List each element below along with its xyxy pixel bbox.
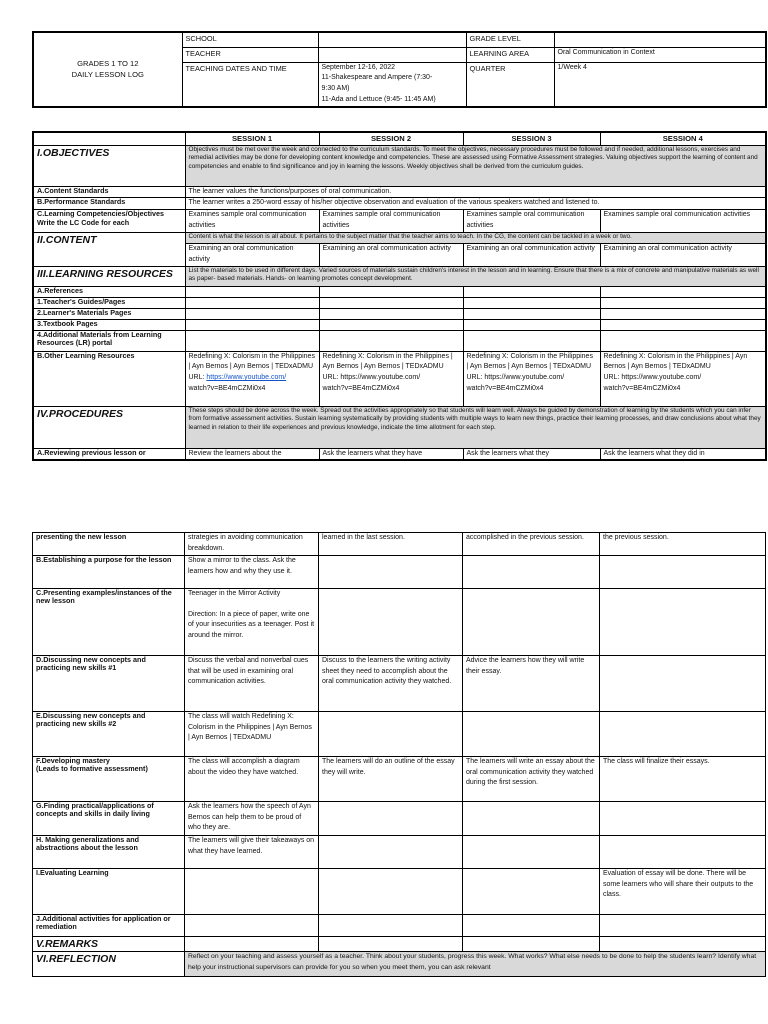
- grade-level-label: GRADE LEVEL: [466, 32, 554, 47]
- procedure-a-label-cont: presenting the new lesson: [33, 533, 185, 556]
- procedure-a-cell: Ask the learners what they have: [319, 448, 463, 460]
- empty-cell: [463, 308, 600, 319]
- empty-cell: [600, 914, 766, 936]
- competencies-label: [33, 210, 185, 233]
- procedure-j-label: J.Additional activities for application or remediation: [33, 914, 185, 936]
- procedure-h-cell: [600, 835, 766, 868]
- empty-cell: [319, 308, 463, 319]
- references-label: A.References: [33, 286, 185, 297]
- empty-cell: [319, 588, 463, 655]
- url-prefix: URL:: [322, 374, 341, 382]
- url-text: https://www.youtube.com/: [621, 374, 702, 382]
- header-blank-cell: [33, 132, 185, 145]
- empty-cell: [185, 936, 319, 952]
- procedures-heading: IV.PROCEDURES: [33, 406, 185, 448]
- procedure-f-cell: The class will accomplish a diagram about the video they have watched.: [185, 756, 319, 801]
- empty-cell: [600, 286, 766, 297]
- header-table: [32, 31, 767, 108]
- procedure-h-label: H. Making generalizations and abstractions about the lesson: [33, 835, 185, 868]
- procedure-i-cell: [463, 868, 600, 914]
- performance-standards-label: B.Performance Standards: [33, 198, 185, 210]
- procedure-a-cell: learned in the last session.: [319, 533, 463, 556]
- procedure-a-cell: Review the learners about the: [185, 448, 319, 460]
- procedure-b-cell: Show a mirror to the class. Ask the learners how and why they use it.: [185, 555, 319, 588]
- empty-cell: [463, 588, 600, 655]
- procedure-b-label: B.Establishing a purpose for the lesson: [33, 555, 185, 588]
- resource-text: Redefining X: Colorism in the Philippines | Ayn Bernos | Ayn Bernos | TEDxADMU: [466, 352, 593, 371]
- procedure-d-cell: [600, 655, 766, 711]
- competency-cell: Examines sample oral communication activities: [600, 210, 766, 233]
- spacer: [188, 600, 315, 610]
- resources-note: List the materials to be used in different days. Varied sources of materials sustain children's interest in the lesson and in learning. Ensure that there is a mix of concrete and manipulative materials as well as paper- based materials. Hands- on learning promotes concept development.: [185, 266, 766, 286]
- grade-level-field[interactable]: [554, 32, 766, 47]
- procedure-f-label-line1: F.Developing mastery: [36, 756, 110, 765]
- empty-cell: [319, 286, 463, 297]
- url-tail: watch?v=BE4mCZMi0x4: [466, 385, 544, 393]
- empty-cell: [463, 297, 600, 308]
- url-tail: watch?v=BE4mCZMi0x4: [188, 385, 266, 393]
- learning-area-field[interactable]: Oral Communication in Context: [554, 47, 766, 62]
- resource-cell-2: [319, 351, 463, 406]
- empty-cell: [319, 936, 463, 952]
- empty-cell: [319, 319, 463, 330]
- procedure-d-label: D.Discussing new concepts and practicing new skills #1: [33, 655, 185, 711]
- url-tail: watch?v=BE4mCZMi0x4: [322, 385, 400, 393]
- form-title: [33, 32, 182, 107]
- lesson-table: [32, 131, 767, 461]
- procedure-c-label: C.Presenting examples/instances of the new lesson: [33, 588, 185, 655]
- procedure-i-cell: [319, 868, 463, 914]
- procedure-d-cell: Discuss the verbal and nonverbal cues that will be used in examining oral communication activities.: [185, 655, 319, 711]
- form-title-line1: GRADES 1 TO 12: [77, 59, 139, 69]
- procedure-c-cell: [185, 588, 319, 655]
- learning-area-label: LEARNING AREA: [466, 47, 554, 62]
- resource-cell-3: [463, 351, 600, 406]
- empty-cell: [185, 297, 319, 308]
- reflection-heading: VI.REFLECTION: [33, 952, 185, 977]
- empty-cell: [463, 914, 600, 936]
- competencies-label-line1: C.Learning Competencies/Objectives: [37, 209, 165, 219]
- procedure-h-cell: [463, 835, 600, 868]
- youtube-link[interactable]: https://www.youtube.com/: [206, 374, 287, 382]
- procedure-e-label: E.Discussing new concepts and practicing new skills #2: [33, 711, 185, 756]
- session-3-header: SESSION 3: [463, 132, 600, 145]
- procedure-d-cell: Discuss to the learners the writing activity sheet they need to accomplish about the oral communication activity they watched.: [319, 655, 463, 711]
- url-prefix: URL:: [188, 374, 207, 382]
- url-prefix: URL:: [603, 374, 622, 382]
- session-2-header: SESSION 2: [319, 132, 463, 145]
- competency-cell: Examines sample oral communication activities: [185, 210, 319, 233]
- activity-direction: Direction: In a piece of paper, write one of your insecurities as a teenager. Post it around the mirror.: [188, 610, 315, 640]
- quarter-label: QUARTER: [466, 62, 554, 107]
- empty-cell: [600, 330, 766, 351]
- competencies-label-line2: Write the LC Code for each: [37, 217, 130, 227]
- procedure-f-label-line2: (Leads to formative assessment): [36, 764, 148, 774]
- content-cell: Examining an oral communication activity: [600, 243, 766, 266]
- url-text: https://www.youtube.com/: [340, 374, 421, 382]
- procedure-i-cell: [185, 868, 319, 914]
- procedures-note: These steps should be done across the week. Spread out the activities appropriately so that students will learn well. Always be guided by demonstration of learning by the students which you can infer from formative assessment activities. Sustain learning systematically by providing students with multiple ways to learn new things, practice their learning processes, and draw conclusions about what they learned in relation to their life experiences and previous knowledge, indicate the time allotment for each step.: [185, 406, 766, 448]
- dates-line: 11-Shakespeare and Ampere (7:30-: [321, 74, 433, 82]
- objectives-note: Objectives must be met over the week and connected to the curriculum standards. To meet the objectives, necessary procedures must be followed and if needed, additional lessons, exercises and remedial activities may be done for developing content knowledge and competencies. These are assessed using Formative Assessment strategies. Valuing objectives support the learning of content and competencies and enable to find significance and joy in learning the lessons. Weekly objectives shall be derived from the curriculum guides.: [185, 145, 766, 186]
- empty-cell: [185, 286, 319, 297]
- empty-cell: [463, 319, 600, 330]
- procedure-i-label: I.Evaluating Learning: [33, 868, 185, 914]
- procedure-e-cell: [319, 711, 463, 756]
- resources-heading: III.LEARNING RESOURCES: [33, 266, 185, 286]
- dates-label: TEACHING DATES AND TIME: [182, 62, 318, 107]
- resource-text: Redefining X: Colorism in the Philippines | Ayn Bernos | Ayn Bernos | TEDxADMU: [603, 352, 748, 371]
- empty-cell: [319, 297, 463, 308]
- procedure-g-cell: [600, 801, 766, 835]
- lesson-table-continued: [32, 532, 766, 977]
- procedure-g-cell: [463, 801, 600, 835]
- empty-cell: [185, 319, 319, 330]
- procedure-e-cell: The class will watch Redefining X: Colorism in the Philippines | Ayn Bernos | Ayn Bernos | TEDxADMU: [185, 711, 319, 756]
- empty-cell: [463, 936, 600, 952]
- textbook-label: 3.Textbook Pages: [33, 319, 185, 330]
- procedure-b-cell: [600, 555, 766, 588]
- content-cell: Examining an oral communication activity: [185, 243, 319, 266]
- empty-cell: [319, 914, 463, 936]
- procedure-f-cell: The class will finalize their essays.: [600, 756, 766, 801]
- resource-cell-1: [185, 351, 319, 406]
- school-field[interactable]: [318, 32, 466, 47]
- activity-title: Teenager in the Mirror Activity: [188, 589, 281, 597]
- empty-cell: [600, 588, 766, 655]
- procedure-a-cell: strategies in avoiding communication breakdown.: [185, 533, 319, 556]
- procedure-i-cell: Evaluation of essay will be done. There will be some learners who will share their outputs to the class.: [600, 868, 766, 914]
- reflection-note: Reflect on your teaching and assess yourself as a teacher. Think about your students, progress this week. What works? What else needs to be done to help the students learn? Identify what help your instructional supervisors can provide for you so when you meet them, you can ask relevant: [185, 952, 766, 977]
- url-text: https://www.youtube.com/: [484, 374, 565, 382]
- procedure-h-cell: The learners will give their takeaways on what they have learned.: [185, 835, 319, 868]
- dates-field[interactable]: [318, 62, 466, 107]
- remarks-heading: V.REMARKS: [33, 936, 185, 952]
- other-resources-label: B.Other Learning Resources: [33, 351, 185, 406]
- dates-line: September 12-16, 2022: [321, 63, 396, 71]
- procedure-b-cell: [319, 555, 463, 588]
- empty-cell: [600, 936, 766, 952]
- competency-cell: Examines sample oral communication activities: [319, 210, 463, 233]
- content-cell: Examining an oral communication activity: [319, 243, 463, 266]
- empty-cell: [463, 330, 600, 351]
- empty-cell: [185, 330, 319, 351]
- procedure-g-cell: [319, 801, 463, 835]
- procedure-a-cell: the previous session.: [600, 533, 766, 556]
- resource-cell-4: [600, 351, 766, 406]
- procedure-g-cell: Ask the learners how the speech of Ayn Bernos can help them to be proud of who they are.: [185, 801, 319, 835]
- empty-cell: [185, 914, 319, 936]
- content-standards-label: A.Content Standards: [33, 186, 185, 198]
- procedure-b-cell: [463, 555, 600, 588]
- procedure-a-cell: accomplished in the previous session.: [463, 533, 600, 556]
- empty-cell: [319, 330, 463, 351]
- procedure-h-cell: [319, 835, 463, 868]
- resource-text: Redefining X: Colorism in the Philippines | Ayn Bernos | Ayn Bernos | TEDxADMU: [322, 352, 453, 371]
- session-1-header: SESSION 1: [185, 132, 319, 145]
- dates-line: 9:30 AM): [321, 85, 350, 93]
- procedure-e-cell: [463, 711, 600, 756]
- procedure-f-cell: The learners will write an essay about the oral communication activity they watched during the first session.: [463, 756, 600, 801]
- performance-standards-value: The learner writes a 250-word essay of his/her objective observation and evaluation of the various speakers watched and listened to.: [185, 198, 766, 210]
- empty-cell: [600, 297, 766, 308]
- procedure-d-cell: Advice the learners how they will write their essay.: [463, 655, 600, 711]
- teacher-field[interactable]: [318, 47, 466, 62]
- procedure-g-label: G.Finding practical/applications of concepts and skills in daily living: [33, 801, 185, 835]
- empty-cell: [600, 319, 766, 330]
- content-standards-value: The learner values the functions/purposes of oral communication.: [185, 186, 766, 198]
- procedure-f-label: [33, 756, 185, 801]
- empty-cell: [600, 308, 766, 319]
- objectives-heading: I.OBJECTIVES: [33, 145, 185, 186]
- procedure-a-cell: Ask the learners what they did in: [600, 448, 766, 460]
- url-tail: watch?v=BE4mCZMi0x4: [603, 385, 681, 393]
- procedure-a-cell: Ask the learners what they: [463, 448, 600, 460]
- url-prefix: URL:: [466, 374, 485, 382]
- quarter-field[interactable]: 1/Week 4: [554, 62, 766, 107]
- content-heading: II.CONTENT: [33, 232, 185, 266]
- procedure-a-label: A.Reviewing previous lesson or: [33, 448, 185, 460]
- dates-line: 11-Ada and Lettuce (9:45- 11:45 AM): [321, 96, 436, 104]
- procedure-f-cell: The learners will do an outline of the essay they will write.: [319, 756, 463, 801]
- content-cell: Examining an oral communication activity: [463, 243, 600, 266]
- procedure-e-cell: [600, 711, 766, 756]
- empty-cell: [185, 308, 319, 319]
- content-note: Content is what the lesson is all about. It pertains to the subject matter that the teacher aims to teach. In the CG, the content can be tackled in a week or two.: [185, 232, 766, 243]
- school-label: SCHOOL: [182, 32, 318, 47]
- learner-materials-label: 2.Learner's Materials Pages: [33, 308, 185, 319]
- additional-materials-label: 4.Additional Materials from Learning Resources (LR) portal: [33, 330, 185, 351]
- competency-cell: Examines sample oral communication activities: [463, 210, 600, 233]
- session-header-row: [33, 132, 766, 145]
- resource-text: Redefining X: Colorism in the Philippines | Ayn Bernos | Ayn Bernos | TEDxADMU: [188, 352, 315, 371]
- empty-cell: [463, 286, 600, 297]
- teacher-guide-label: 1.Teacher's Guides/Pages: [33, 297, 185, 308]
- form-title-line2: DAILY LESSON LOG: [71, 69, 144, 79]
- session-4-header: SESSION 4: [600, 132, 766, 145]
- teacher-label: TEACHER: [182, 47, 318, 62]
